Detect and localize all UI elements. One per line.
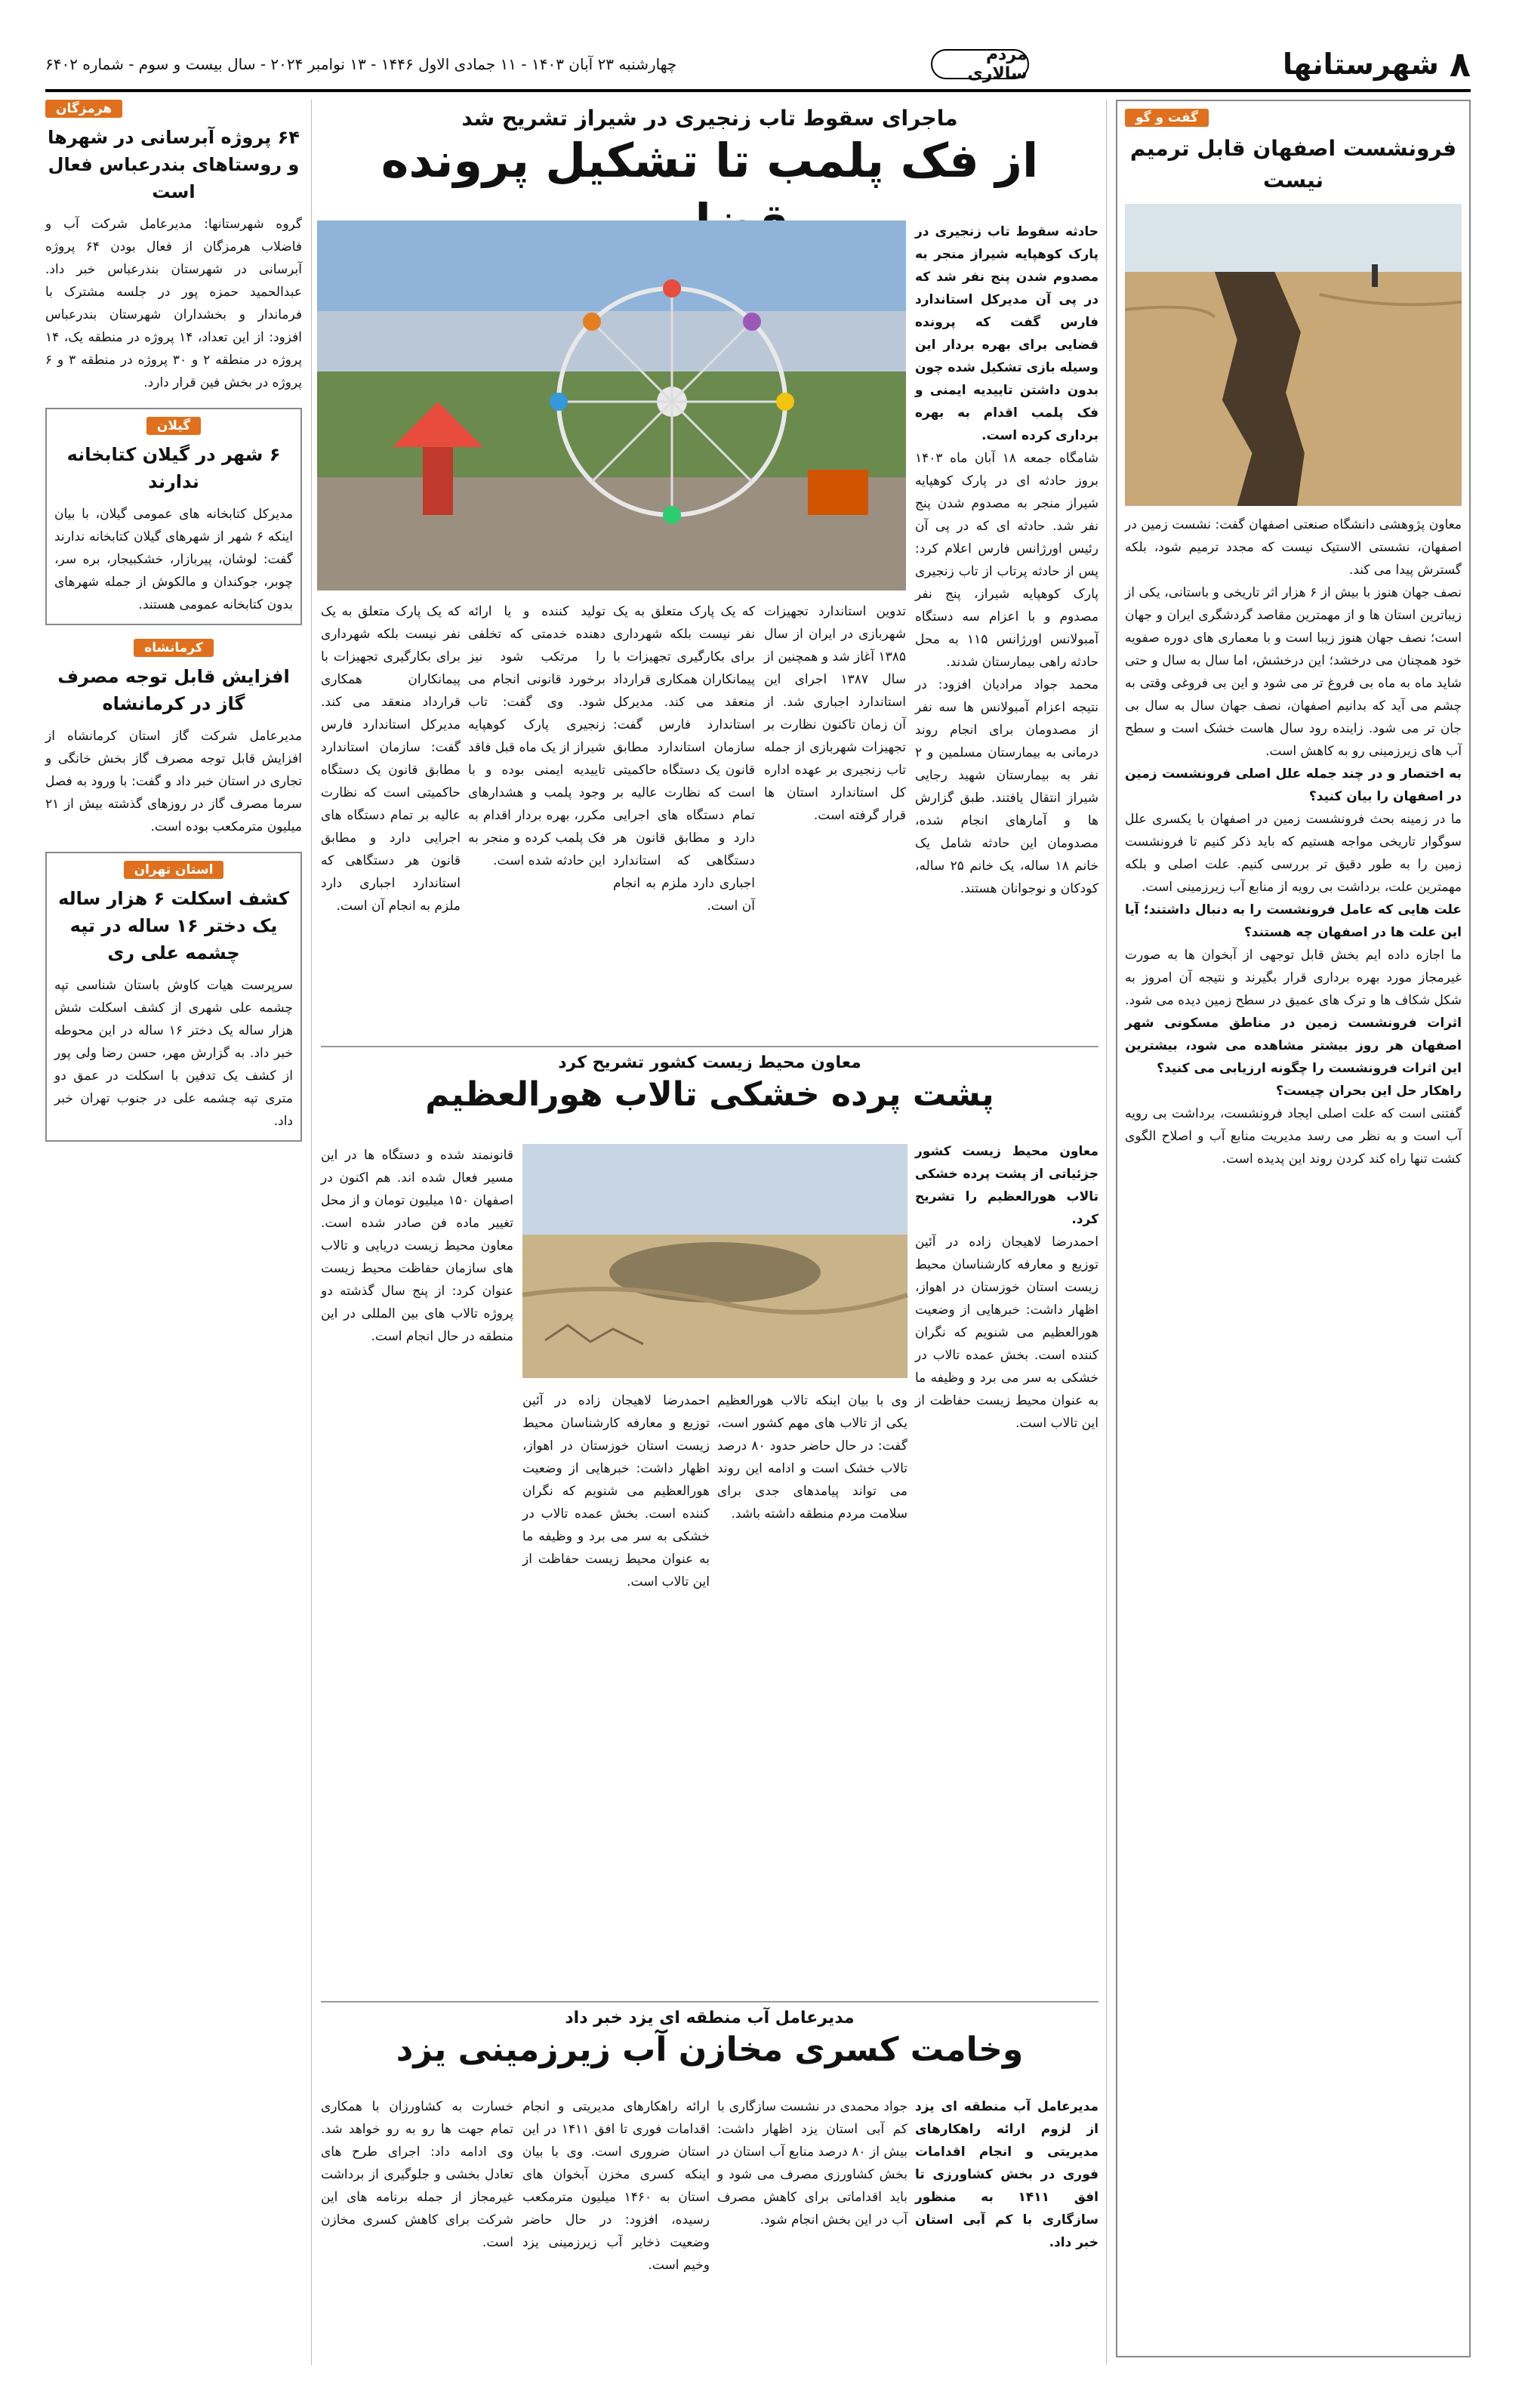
dry-wetland-photo (522, 1144, 907, 1378)
news-title-1: ۶۴ پروژه آبرسانی در شهرها و روستاهای بندرعباس فعال است (48, 127, 300, 202)
main-col-5 (468, 600, 605, 1038)
bottom-lead-column (915, 2095, 1098, 2382)
masthead-logo: مردم سالاری (931, 49, 1029, 79)
news-item-tehran (45, 852, 302, 1142)
bottom-body-1: جواد محمدی در نشست سازگاری با کم آبی استان یزد اظهار داشت: بیش از ۸۰ درصد منابع آب استان در بخش کشاورزی مصرف می شود و باید اقداماتی برای کاهش مصرف آب در این بخش انجام شود. (717, 2099, 907, 2228)
interview-question-4: راهکار حل این بحران چیست؟ (1276, 1084, 1462, 1099)
interview-body-1: معاون پژوهشی دانشگاه صنعتی اصفهان گفت: نشست زمین در اصفهان، نشستی الاستیک نیست که مجدد ترمیم شود، بلکه گسترش پیدا می کند. (1125, 517, 1462, 578)
news-title-2: ۶ شهر در گیلان کتابخانه ندارند (66, 444, 281, 492)
bottom-kicker: مدیرعامل آب منطقه ای یزد خبر داد (565, 2009, 855, 2027)
mid-body-3: وی با بیان اینکه تالاب هورالعظیم یکی از تالاب های مهم کشور است، گفت: در حال حاضر حدود ۸۰ درصد تالاب خشک است و ادامه این روند می تواند پیامدهای جدی برای سلامت مردم منطقه داشته باشد. (717, 1393, 907, 1522)
main-col-6 (321, 600, 461, 1038)
interview-body-4: ما اجازه داده ایم بخش قابل توجهی از آبخوان ها به صورت غیرمجاز مورد بهره برداری قرار بگیرند و نتیجه آن امروز به شکل شکاف ها و ترک های عمیق در سطح زمین دیده می شود. (1125, 948, 1462, 1008)
bottom-title: وخامت کسری مخازن آب زیرزمینی یزد (396, 2030, 1024, 2069)
main-body-4: که یک پارک متعلق به یک نفر نیست بلکه شهرداری برای بکارگیری تجهیزات با پیمانکاران همکاری قرارداد منعقد می کند. مدیرکل استاندارد فارس گفت: سازمان استاندارد مطابق قانون یک دستگاه حاکمیتی است که نظارت عالیه بر تمام دستگاه های اجرایی دارد و مطابق قانون هر دستگاهی که استاندارد اجباری دارد ملزم به انجام آن است. (613, 604, 755, 914)
interview-body-2: نصف جهان هنوز با بیش از ۶ هزار اثر تاریخی و باستانی، یکی از زیباترین استان ها و از مهمترین مقاصد گردشگری ایران و جهان است؛ نصف جهان هنوز زیبا است و با معماری های دوره صفویه خود همچنان می درخشد؛ این درخشش، اما سال به سال و حتی شاید ماه به ماه بی فروغ تر می شود و این بی فروغی وقتی به چشم می آید که بدانیم اصفهان، نصف جهان سال به سال بی جان تر می شود. زاینده رود سال هاست خشک است و سطح آب های زیرزمینی رو به کاهش است. (1125, 585, 1462, 759)
interview-title: فرونشست اصفهان قابل ترمیم نیست (1129, 136, 1457, 193)
bottom-headline-block (321, 2009, 1098, 2092)
news-item-hormozgan (45, 100, 302, 394)
main-body-1: شامگاه جمعه ۱۸ آبان ماه ۱۴۰۳ بروز حادثه ای در پارک کوهپایه شیراز منجر به مصدوم شدن پنج نفر شد. حادثه ای که در پی آن رئیس اورژانس فارس اعلام کرد: پس از حادثه پرتاب از تاب زنجیری پارک کوهپایه شیراز، پنج نفر مصدوم و با اعزام سه دستگاه آمبولانس اورژانس ۱۱۵ به محل حادثه راهی بیمارستان شدند. (915, 451, 1098, 670)
ground-fissure-photo (1125, 204, 1462, 506)
news-title-4: کشف اسکلت ۶ هزار ساله یک دختر ۱۶ ساله در تپه چشمه علی ری (58, 888, 289, 964)
crack-photo-wrap (1125, 204, 1462, 506)
mid-col-2 (321, 1144, 513, 1997)
interview-question-1: به اختصار و در چند جمله علل اصلی فرونشست زمین در اصفهان را بیان کنید؟ (1125, 766, 1462, 804)
news-item-kermanshah (45, 639, 302, 838)
mid-body-2: قانونمند شده و دستگاه ها در این مسیر فعال شده اند. هم اکنون در اصفهان ۱۵۰ میلیون تومان و از محل تغییر ماده فن صادر شده است. معاون محیط زیست دریایی و تالاب های سازمان حفاظت محیط زیست عنوان کرد: از پنج سال گذشته دو پروژه تالاب های بین المللی در این منطقه در حال انجام است. (321, 1148, 513, 1344)
mid-lead: معاون محیط زیست کشور جزئیاتی از پشت پرده خشکی تالاب هورالعظیم را تشریح کرد. (915, 1144, 1098, 1227)
bottom-body-2: ارائه راهکارهای مدیریتی و انجام اقدامات فوری تا افق ۱۴۱۱ در این استان ضروری است. وی با بیان اینکه کسری مخزن آبخوان های استان به ۱۴۶۰ میلیون مترمکعب رسیده، افزود: در حال حاضر وضعیت ذخایر آب زیرزمینی یزد وخیم است. (522, 2099, 710, 2273)
page-number: ۸ (1449, 44, 1471, 85)
main-headline-block (321, 106, 1098, 211)
interview-tag: گفت و گو (1125, 109, 1209, 127)
main-col-3 (764, 600, 906, 1038)
main-col-4 (613, 600, 755, 1038)
mid-divider (321, 1046, 1098, 1047)
interview-body-3: ما در زمینه بحث فرونشست زمین در اصفهان با یکسری علل سوگوار تاریخی مواجه هستیم که باید ذکر کنیم تا فرونشست زمین را به طور دقیق تر بررسی کنیم. علت اصلی و بلکه مهمترین علت، برداشت بی رویه از منابع آب زیرزمینی است. (1125, 812, 1462, 895)
bottom-col-3 (522, 2095, 710, 2382)
mid-col-4 (522, 1389, 710, 1993)
main-kicker: ماجرای سقوط تاب زنجیری در شیراز تشریح شد (461, 106, 958, 131)
amusement-park-photo (317, 220, 906, 590)
interview-question-2: علت هایی که عامل فرونشست را به دنبال داشتند؛ آیا این علت ها در اصفهان چه هستند؟ (1125, 902, 1462, 940)
section-name: شهرستانها (1283, 48, 1439, 81)
news-tag-3: کرمانشاه (134, 639, 213, 657)
bottom-body-3: خسارت به کشاورزان با همکاری تمام جهت ها رو به رو خواهد شد. وی ادامه داد: اجرای طرح های تعادل بخشی و جلوگیری از برداشت غیرمجاز از جمله برنامه های این شرکت برای کاهش کسری مخازن است. (321, 2099, 513, 2250)
header-right (1283, 44, 1471, 85)
interview-question-3: اثرات فرونشست زمین در مناطق مسکونی شهر اصفهان هر روز بیشتر مشاهده می شود، بیشترین این اثرات فرونشست را چگونه ارزیابی می کنید؟ (1125, 1016, 1462, 1076)
bottom-col-2 (717, 2095, 907, 2382)
page-header (45, 44, 1471, 85)
mid-col-3 (717, 1389, 907, 1993)
main-body-2: محمد جواد مرادیان افزود: در نتیجه اعزام آمبولانس ها سه نفر از مصدومان برای انجام روند درمانی به بیمارستان مسلمین و ۲ نفر به بیمارستان شهید رجایی شیراز انتقال یافتند. طبق گزارش ها و آمارهای انجام شده، مصدومان این حادثه شامل یک خانم ۱۸ ساله، یک خانم ۲۵ ساله، کودکان و نوجوانان هستند. (915, 677, 1098, 896)
main-lead: حادثه سقوط تاب زنجیری در پارک کوهپایه شیراز منجر به مصدوم شدن پنج نفر شد که در پی آن مدیرکل استاندارد فارس گفت که پرونده قضایی برای بهره بردار این وسیله بازی تشکیل شده چون بدون داشتن تاییدیه ایمنی و فک پلمب اقدام به بهره برداری کرده است. (915, 224, 1098, 443)
header-rule (45, 89, 1471, 92)
mid-title: پشت پرده خشکی تالاب هورالعظیم (425, 1075, 994, 1114)
news-item-gilan (45, 408, 302, 625)
mid-body-4: احمدرضا لاهیجان زاده در آئین توزیع و معارفه کارشناسان محیط زیست استان خوزستان در اهواز، اظهار داشت: خبرهایی از وضعیت هورالعظیم می شنویم که نگران کننده است. بخش عمده تالاب در خشکی به سر می برد و وظیفه ما به عنوان محیط زیست حفاظت از این تالاب است. (522, 1393, 710, 1589)
news-tag-4: استان تهران (124, 861, 224, 879)
main-body-3: تدوین استاندارد تجهیزات شهربازی در ایران از سال ۱۳۸۵ آغاز شد و همچنین از سال ۱۳۸۷ اجرای این استاندارد اجباری شد. از آن زمان تاکنون نظارت بر تجهیزات شهربازی از جمله تاب زنجیری بر عهده اداره کل استاندارد استان ها قرار گرفته است. (764, 604, 906, 823)
right-column (1116, 100, 1471, 2365)
main-body-5: تولید کننده و یا ارائه دهنده خدمتی که تخلفی را مرتکب شود نیز برخورد قانونی انجام می شود. وی گفت: تاب زنجیری پارک کوهپایه شیراز از یک ماه قبل فاقد تاییدیه ایمنی بوده و با وجود پلمب و هشدارهای مکرر، بهره بردار اقدام به فک پلمب کرده و منجر به این حادثه شده است. (468, 604, 605, 868)
interview-body-5: گفتنی است که علت اصلی ایجاد فرونشست، برداشت بی رویه آب است و به نظر می رسد مدیریت منابع آب و اصلاح الگوی کشت تنها راه کند کردن روند این پدیده است. (1125, 1106, 1462, 1167)
date-line: چهارشنبه ۲۳ آبان ۱۴۰۳ - ۱۱ جمادی الاول ۱۴۴۶ - ۱۳ نوامبر ۲۰۲۴ - سال بیست و سوم - شماره ۶۴۰۲ (45, 55, 677, 73)
mid-body-1: احمدرضا لاهیجان زاده در آئین توزیع و معارفه کارشناسان محیط زیست استان خوزستان در اهواز، اظهار داشت: خبرهایی از وضعیت هورالعظیم می شنویم که نگران کننده است. بخش عمده تالاب در خشکی به سر می برد و وظیفه ما به عنوان محیط زیست حفاظت از این تالاب است. (915, 1235, 1098, 1431)
mid-lead-column (915, 1140, 1098, 1993)
main-title: از فک پلمب تا تشکیل پرونده (381, 133, 1039, 188)
news-tag-1: هرمزگان (45, 100, 122, 118)
bottom-divider (321, 2001, 1098, 2003)
news-body-1: گروه شهرستانها: مدیرعامل شرکت آب و فاضلاب هرمزگان از فعال بودن ۶۴ پروژه آبرسانی در شهرستان بندرعباس خبر داد. عبدالحمید حمزه پور در جلسه مشترک با فرماندار و بخشداران شهرستان بندرعباس افزود: از این تعداد، ۱۴ پروژه در منطقه یک، ۱۴ پروژه در منطقه ۲ و ۳۰ پروژه در منطقه ۳ و ۶ پروژه در بخش فین قرار دارد. (45, 217, 303, 390)
news-body-3: مدیرعامل شرکت گاز استان کرمانشاه از افزایش قابل توجه مصرف گاز بخش خانگی و تجاری در استان خبر داد و گفت: با ورود به فصل سرما مصرف گاز در روزهای گذشته بیش از ۲۱ میلیون مترمکعب بوده است. (45, 729, 302, 834)
news-tag-2: گیلان (146, 417, 201, 435)
mid-kicker: معاون محیط زیست کشور تشریح کرد (558, 1053, 861, 1072)
bottom-col-4 (321, 2095, 513, 2382)
mid-headline-block (321, 1053, 1098, 1136)
left-column (45, 100, 302, 2365)
interview-box (1116, 100, 1471, 2357)
right-divider (1106, 100, 1107, 2365)
news-body-4: سرپرست هیات کاوش باستان شناسی تپه چشمه علی شهری از کشف اسکلت شش هزار ساله یک دختر ۱۶ ساله در این محوطه خبر داد. به گزارش مهر، حسن رضا ولی پور از کشف یک تدفین با اسکلت در عمق دو متری تپه چشمه علی در جنوب تهران خبر داد. (54, 978, 293, 1129)
news-title-3: افزایش قابل توجه مصرف گاز در کرمانشاه (57, 666, 290, 714)
news-body-2: مدیرکل کتابخانه های عمومی گیلان، با بیان اینکه ۶ شهر از شهرهای گیلان کتابخانه ندارند گفت: لوشان، پیربازار، خشکبیجار، بره سر، چوبر، جوکندان و مالکوش از جمله شهرهای بدون کتابخانه عمومی هستند. (54, 507, 293, 612)
main-body-6: که یک پارک متعلق به یک نفر نیست بلکه شهرداری برای بکارگیری تجهیزات با پیمانکاران همکاری قرارداد منعقد می کند. مدیرکل استاندارد فارس گفت: سازمان استاندارد مطابق قانون یک دستگاه حاکمیتی است که نظارت عالیه بر تمام دستگاه های اجرایی دارد و مطابق قانون هر دستگاهی که استاندارد اجباری دارد ملزم به انجام آن است. (321, 604, 461, 914)
left-divider (311, 100, 312, 2365)
bottom-lead: مدیرعامل آب منطقه ای یزد از لزوم ارائه راهکارهای مدیریتی و انجام اقدامات فوری در بخش کشاورزی تا افق ۱۴۱۱ به منظور سازگاری با کم آبی استان خبر داد. (915, 2099, 1099, 2250)
main-lead-column (915, 220, 1098, 1036)
